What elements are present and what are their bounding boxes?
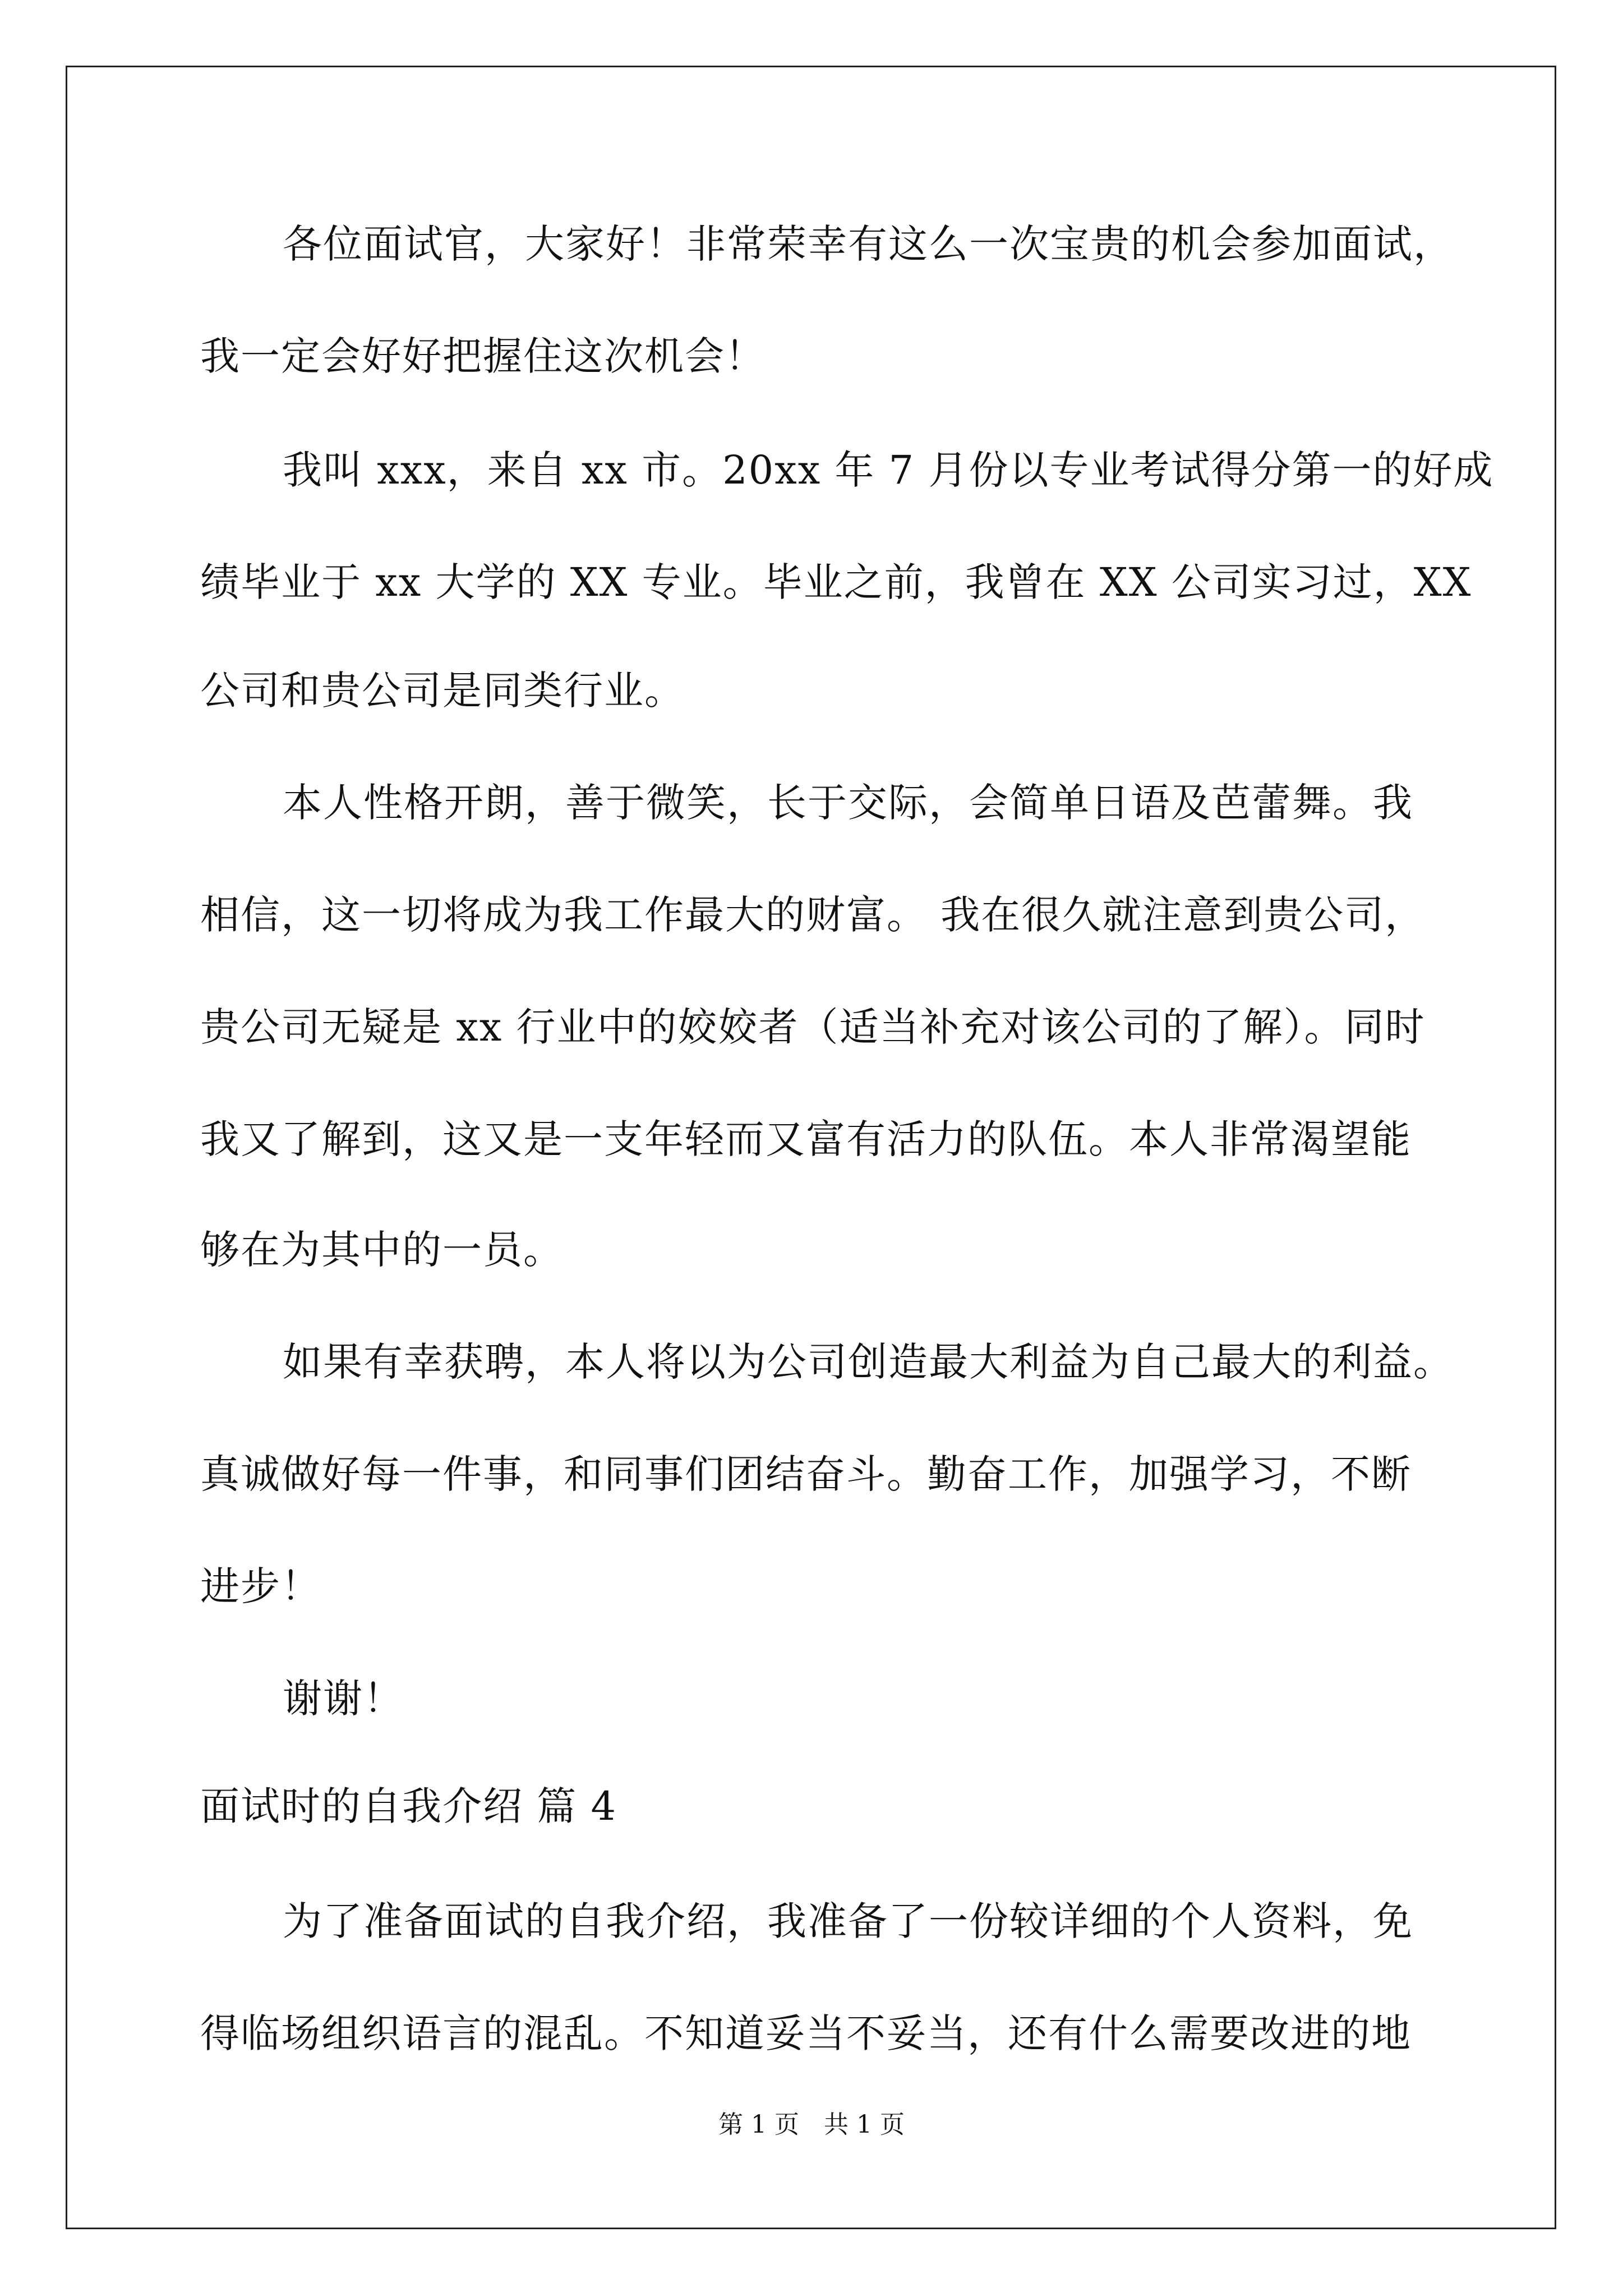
paragraph-4-line-3: 进步！: [200, 1563, 321, 1609]
paragraph-5-line-1: 谢谢！: [283, 1676, 404, 1722]
paragraph-3-line-1: 本人性格开朗，善于微笑，长于交际，会简单日语及芭蕾舞。我: [283, 780, 1413, 826]
paragraph-3-line-3: 贵公司无疑是 xx 行业中的姣姣者（适当补充对该公司的了解）。同时: [200, 1004, 1426, 1050]
paragraph-4-line-2: 真诚做好每一件事，和同事们团结奋斗。勤奋工作，加强学习，不断: [200, 1451, 1412, 1497]
paragraph-3-line-2: 相信，这一切将成为我工作最大的财富。 我在很久就注意到贵公司，: [200, 892, 1426, 938]
section-heading: 面试时的自我介绍 篇 4: [200, 1783, 617, 1829]
page-footer: 第 1 页 共 1 页: [718, 2110, 905, 2139]
paragraph-6-line-1: 为了准备面试的自我介绍，我准备了一份较详细的个人资料，免: [283, 1898, 1413, 1944]
paragraph-2-line-3: 公司和贵公司是同类行业。: [200, 668, 685, 714]
paragraph-1-line-2: 我一定会好好把握住这次机会！: [200, 333, 766, 379]
paragraph-1-line-1: 各位面试官，大家好！非常荣幸有这么一次宝贵的机会参加面试，: [283, 221, 1454, 267]
paragraph-6-line-2: 得临场组织语言的混乱。不知道妥当不妥当，还有什么需要改进的地: [200, 2010, 1412, 2056]
paragraph-2-line-1: 我叫 xxx，来自 xx 市。20xx 年 7 月份以专业考试得分第一的好成: [283, 447, 1494, 493]
paragraph-2-line-2: 绩毕业于 xx 大学的 XX 专业。毕业之前，我曾在 XX 公司实习过，XX: [200, 559, 1472, 605]
paragraph-3-line-5: 够在为其中的一员。: [200, 1227, 564, 1273]
paragraph-3-line-4: 我又了解到，这又是一支年轻而又富有活力的队伍。本人非常渴望能: [200, 1116, 1412, 1162]
paragraph-4-line-1: 如果有幸获聘，本人将以为公司创造最大利益为自己最大的利益。: [283, 1339, 1454, 1385]
